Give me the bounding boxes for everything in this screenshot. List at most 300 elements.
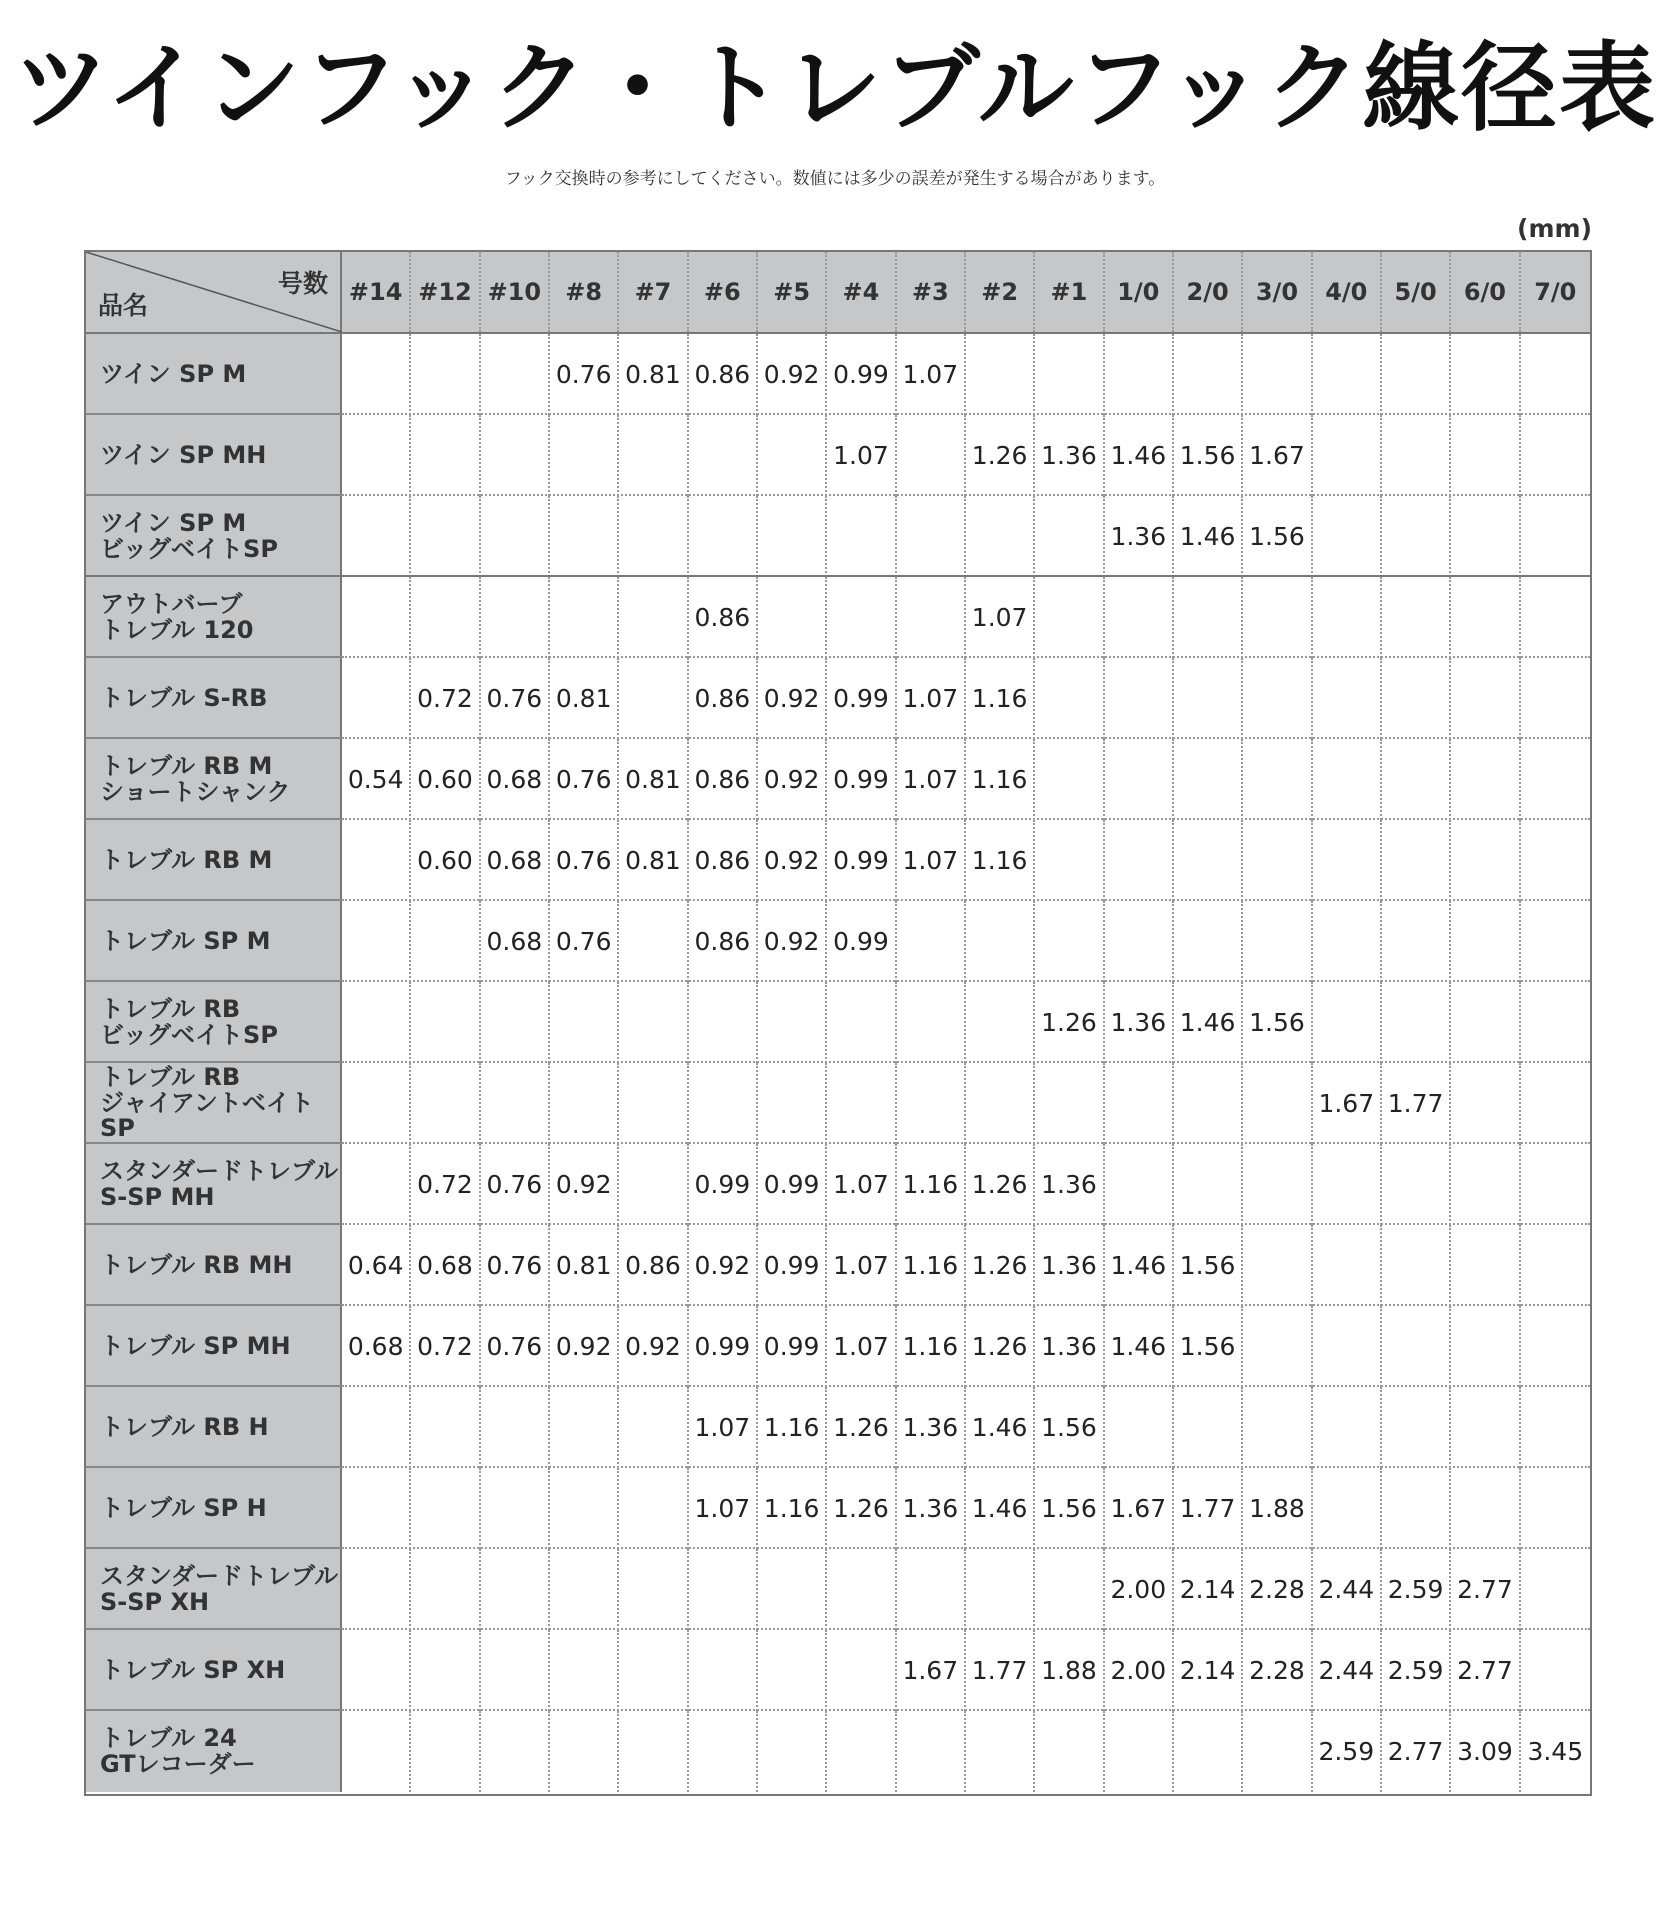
table-cell: 0.60: [411, 820, 480, 901]
table-cell: [619, 577, 688, 658]
table-cell: 0.86: [689, 334, 758, 415]
table-cell: [1382, 415, 1451, 496]
table-cell: [550, 577, 619, 658]
table-cell: [1382, 982, 1451, 1063]
column-header: #1: [1035, 252, 1104, 332]
product-name-text: スタンダードトレブル S-SP XH: [100, 1561, 339, 1616]
table-cell: [1243, 901, 1312, 982]
column-header: #4: [827, 252, 896, 332]
column-header: 5/0: [1382, 252, 1451, 332]
page-title: ツインフック・トレブルフック線径表: [13, 32, 1657, 144]
table-row: [86, 334, 1590, 415]
table-cell: [1174, 1711, 1243, 1792]
row-product-name: [86, 982, 342, 1063]
table-cell: [411, 1711, 480, 1792]
table-cell: [1035, 739, 1104, 820]
table-cell: [1243, 1387, 1312, 1468]
table-cell: 0.99: [827, 658, 896, 739]
table-cell: [1382, 1306, 1451, 1387]
table-cell: [1105, 1711, 1174, 1792]
table-cell: [1174, 901, 1243, 982]
table-cell: 2.14: [1174, 1549, 1243, 1630]
table-cell: 0.99: [758, 1225, 827, 1306]
table-cell: 0.92: [758, 658, 827, 739]
table-cell: 1.16: [966, 739, 1035, 820]
table-cell: 1.36: [1035, 1144, 1104, 1225]
table-cell: [758, 1549, 827, 1630]
table-cell: [1521, 1387, 1590, 1468]
table-cell: 1.77: [1382, 1063, 1451, 1144]
table-cell: [1382, 901, 1451, 982]
table-cell: 1.88: [1035, 1630, 1104, 1711]
table-cell: 1.16: [897, 1306, 966, 1387]
table-row: [86, 1225, 1590, 1306]
table-cell: 1.46: [1174, 496, 1243, 577]
table-cell: [619, 496, 688, 577]
table-cell: [1035, 901, 1104, 982]
table-cell: 0.81: [619, 739, 688, 820]
page-subtitle: フック交換時の参考にしてください。数値には多少の誤差が発生する場合があります。: [504, 169, 1166, 189]
table-cell: 1.26: [966, 1144, 1035, 1225]
table-cell: 0.54: [342, 739, 411, 820]
table-cell: [689, 1630, 758, 1711]
table-cell: 1.77: [1174, 1468, 1243, 1549]
table-cell: [411, 982, 480, 1063]
table-cell: [550, 1468, 619, 1549]
table-cell: [1451, 982, 1520, 1063]
table-cell: 1.56: [1174, 415, 1243, 496]
table-cell: [1451, 658, 1520, 739]
table-cell: [1451, 1468, 1520, 1549]
table-cell: 1.46: [1174, 982, 1243, 1063]
table-cell: 1.36: [897, 1468, 966, 1549]
table-cell: [1105, 658, 1174, 739]
product-name-text: トレブル SP H: [100, 1493, 267, 1522]
table-cell: [827, 1630, 896, 1711]
table-cell: [1313, 739, 1382, 820]
table-cell: [758, 415, 827, 496]
product-name-text: トレブル 24 GTレコーダー: [100, 1723, 256, 1778]
table-cell: 0.81: [550, 1225, 619, 1306]
table-cell: 0.76: [550, 901, 619, 982]
product-name-text: スタンダードトレブル S-SP MH: [100, 1156, 339, 1211]
table-row: [86, 901, 1590, 982]
table-cell: [1035, 496, 1104, 577]
table-cell: 1.77: [966, 1630, 1035, 1711]
table-cell: [689, 1549, 758, 1630]
table-cell: 2.28: [1243, 1549, 1312, 1630]
column-header: #6: [689, 252, 758, 332]
table-cell: [411, 334, 480, 415]
table-cell: 1.26: [827, 1387, 896, 1468]
table-cell: [1451, 1225, 1520, 1306]
table-row: [86, 658, 1590, 739]
table-cell: 1.67: [1243, 415, 1312, 496]
table-cell: [550, 1630, 619, 1711]
table-cell: 0.86: [689, 820, 758, 901]
row-product-name: [86, 1225, 342, 1306]
table-cell: 1.07: [689, 1387, 758, 1468]
table-cell: [897, 1711, 966, 1792]
table-cell: 0.76: [550, 739, 619, 820]
table-cell: 1.36: [1035, 415, 1104, 496]
table-cell: [1243, 1225, 1312, 1306]
table-cell: [1521, 1630, 1590, 1711]
table-cell: 1.36: [1035, 1225, 1104, 1306]
table-cell: [550, 1711, 619, 1792]
table-cell: 1.36: [897, 1387, 966, 1468]
table-cell: 1.16: [966, 820, 1035, 901]
column-header: #7: [619, 252, 688, 332]
row-product-name: [86, 1549, 342, 1630]
table-cell: 0.99: [689, 1144, 758, 1225]
table-cell: [342, 577, 411, 658]
table-cell: 0.86: [689, 901, 758, 982]
table-cell: 0.76: [481, 1306, 550, 1387]
table-cell: [827, 577, 896, 658]
table-cell: [1035, 1711, 1104, 1792]
table-cell: [342, 901, 411, 982]
table-cell: 1.56: [1174, 1306, 1243, 1387]
table-cell: [411, 1387, 480, 1468]
table-cell: 1.56: [1035, 1387, 1104, 1468]
table-cell: [1382, 1387, 1451, 1468]
table-cell: 0.99: [758, 1144, 827, 1225]
table-cell: [1035, 1063, 1104, 1144]
table-cell: [758, 982, 827, 1063]
table-cell: [1451, 496, 1520, 577]
table-cell: 0.81: [619, 334, 688, 415]
table-cell: [411, 1468, 480, 1549]
table-cell: 0.72: [411, 1144, 480, 1225]
table-cell: [481, 496, 550, 577]
table-cell: [481, 415, 550, 496]
table-cell: [966, 334, 1035, 415]
table-cell: [1174, 739, 1243, 820]
table-cell: 0.86: [689, 739, 758, 820]
table-cell: 2.28: [1243, 1630, 1312, 1711]
table-cell: [1035, 1549, 1104, 1630]
wire-diameter-table: [84, 250, 1592, 1796]
table-row: [86, 1630, 1590, 1711]
table-cell: [1451, 1387, 1520, 1468]
table-cell: [550, 1387, 619, 1468]
table-cell: [827, 1063, 896, 1144]
table-cell: [1243, 739, 1312, 820]
table-cell: 0.92: [758, 901, 827, 982]
table-cell: 2.77: [1382, 1711, 1451, 1792]
column-header: 1/0: [1105, 252, 1174, 332]
table-cell: [411, 901, 480, 982]
table-cell: [897, 1063, 966, 1144]
table-cell: [758, 1630, 827, 1711]
table-cell: [619, 1387, 688, 1468]
table-cell: [897, 982, 966, 1063]
table-cell: [619, 1711, 688, 1792]
table-cell: [827, 982, 896, 1063]
table-cell: [1382, 820, 1451, 901]
table-cell: 1.07: [897, 658, 966, 739]
table-cell: [1174, 1063, 1243, 1144]
table-cell: [966, 982, 1035, 1063]
product-name-text: トレブル SP XH: [100, 1655, 286, 1684]
table-cell: 0.76: [550, 820, 619, 901]
table-cell: 0.76: [550, 334, 619, 415]
table-cell: 1.67: [1313, 1063, 1382, 1144]
table-cell: [827, 1711, 896, 1792]
table-cell: 0.99: [689, 1306, 758, 1387]
table-cell: [897, 415, 966, 496]
table-cell: [550, 1549, 619, 1630]
table-cell: [1105, 1144, 1174, 1225]
product-name-text: トレブル RB M: [100, 845, 273, 874]
table-row: [86, 982, 1590, 1063]
table-cell: [481, 1387, 550, 1468]
table-row: [86, 1711, 1590, 1792]
table-cell: [1174, 577, 1243, 658]
table-cell: [1243, 658, 1312, 739]
table-cell: 1.16: [897, 1144, 966, 1225]
table-cell: 1.46: [966, 1468, 1035, 1549]
table-cell: [1521, 334, 1590, 415]
table-cell: [342, 1387, 411, 1468]
table-cell: 1.16: [758, 1387, 827, 1468]
table-cell: [619, 1144, 688, 1225]
table-cell: [1174, 1387, 1243, 1468]
table-cell: [1382, 1468, 1451, 1549]
corner-label-product: 品名: [98, 291, 149, 320]
row-product-name: [86, 739, 342, 820]
product-name-text: トレブル SP M: [100, 926, 271, 955]
table-row: [86, 415, 1590, 496]
table-cell: 0.68: [411, 1225, 480, 1306]
product-name-text: ツイン SP M ビッグベイトSP: [100, 508, 278, 563]
table-cell: 1.07: [827, 1144, 896, 1225]
table-cell: 0.99: [827, 820, 896, 901]
row-product-name: [86, 577, 342, 658]
row-product-name: [86, 820, 342, 901]
table-cell: [689, 1711, 758, 1792]
table-cell: 1.56: [1243, 496, 1312, 577]
table-row: [86, 1306, 1590, 1387]
table-cell: 0.92: [758, 334, 827, 415]
table-cell: 0.99: [758, 1306, 827, 1387]
table-cell: 0.72: [411, 1306, 480, 1387]
table-cell: [481, 1711, 550, 1792]
table-cell: [966, 901, 1035, 982]
table-cell: 0.92: [689, 1225, 758, 1306]
row-product-name: [86, 658, 342, 739]
table-cell: 1.36: [1105, 496, 1174, 577]
table-cell: [1451, 739, 1520, 820]
column-header: #8: [550, 252, 619, 332]
table-cell: 1.67: [1105, 1468, 1174, 1549]
product-name-text: トレブル RB M ショートシャンク: [100, 751, 291, 806]
row-product-name: [86, 1387, 342, 1468]
header-corner-cell: [86, 252, 342, 332]
table-cell: [1105, 334, 1174, 415]
table-cell: [481, 334, 550, 415]
table-cell: [481, 577, 550, 658]
table-row: [86, 1549, 1590, 1630]
table-cell: [1105, 1063, 1174, 1144]
table-cell: [1105, 739, 1174, 820]
column-header: #10: [481, 252, 550, 332]
table-cell: [342, 1144, 411, 1225]
table-cell: [1521, 820, 1590, 901]
table-cell: 2.59: [1382, 1630, 1451, 1711]
table-cell: [411, 1630, 480, 1711]
table-cell: [1521, 496, 1590, 577]
table-cell: 1.07: [827, 415, 896, 496]
table-cell: 0.68: [481, 901, 550, 982]
table-cell: [689, 415, 758, 496]
table-cell: 0.81: [550, 658, 619, 739]
table-row: [86, 1144, 1590, 1225]
row-product-name: [86, 1306, 342, 1387]
table-cell: [1105, 577, 1174, 658]
table-cell: 0.92: [758, 739, 827, 820]
table-cell: [897, 496, 966, 577]
table-cell: [966, 1063, 1035, 1144]
table-cell: [550, 1063, 619, 1144]
table-cell: 1.36: [1105, 982, 1174, 1063]
table-cell: [1313, 1144, 1382, 1225]
table-cell: [758, 577, 827, 658]
table-cell: 0.60: [411, 739, 480, 820]
table-cell: [342, 415, 411, 496]
table-cell: [1105, 1387, 1174, 1468]
table-cell: [1521, 658, 1590, 739]
table-row: [86, 1387, 1590, 1468]
table-cell: 2.44: [1313, 1549, 1382, 1630]
table-cell: [411, 496, 480, 577]
table-cell: [1382, 577, 1451, 658]
table-cell: 0.76: [481, 1225, 550, 1306]
table-cell: 0.86: [619, 1225, 688, 1306]
table-cell: [966, 496, 1035, 577]
table-cell: 1.46: [1105, 1306, 1174, 1387]
table-cell: [1313, 1225, 1382, 1306]
table-cell: [897, 901, 966, 982]
table-cell: [550, 415, 619, 496]
table-cell: [1313, 1306, 1382, 1387]
table-cell: 0.68: [481, 739, 550, 820]
table-cell: [1451, 820, 1520, 901]
table-row: [86, 496, 1590, 577]
table-cell: [342, 1549, 411, 1630]
table-cell: [481, 1468, 550, 1549]
table-cell: 0.99: [827, 739, 896, 820]
table-cell: [1313, 496, 1382, 577]
table-cell: [1243, 577, 1312, 658]
table-cell: 2.00: [1105, 1549, 1174, 1630]
table-cell: [619, 1549, 688, 1630]
table-cell: [966, 1549, 1035, 1630]
table-cell: 0.68: [342, 1306, 411, 1387]
table-cell: 1.26: [966, 1306, 1035, 1387]
product-name-text: アウトバーブ トレブル 120: [100, 589, 254, 644]
table-cell: [481, 1549, 550, 1630]
table-cell: 0.76: [481, 1144, 550, 1225]
table-cell: 0.64: [342, 1225, 411, 1306]
table-cell: 1.67: [897, 1630, 966, 1711]
row-product-name: [86, 415, 342, 496]
table-cell: 2.00: [1105, 1630, 1174, 1711]
product-name-text: トレブル RB H: [100, 1412, 269, 1441]
column-header: 2/0: [1174, 252, 1243, 332]
row-product-name: [86, 496, 342, 577]
table-cell: [1451, 1306, 1520, 1387]
corner-label-size: 号数: [277, 269, 328, 298]
table-cell: [619, 982, 688, 1063]
table-cell: 0.99: [827, 334, 896, 415]
column-header: 7/0: [1534, 278, 1577, 306]
table-cell: [342, 1630, 411, 1711]
table-cell: [1521, 739, 1590, 820]
table-cell: [1382, 334, 1451, 415]
table-cell: 0.92: [550, 1144, 619, 1225]
table-cell: [758, 1063, 827, 1144]
table-cell: [689, 982, 758, 1063]
table-cell: [1243, 1711, 1312, 1792]
table-cell: 2.77: [1451, 1549, 1520, 1630]
table-cell: [342, 496, 411, 577]
table-cell: 0.76: [481, 658, 550, 739]
table-cell: 1.26: [966, 1225, 1035, 1306]
table-cell: [1521, 1468, 1590, 1549]
table-cell: [1243, 1306, 1312, 1387]
table-cell: [411, 577, 480, 658]
table-cell: [1105, 820, 1174, 901]
table-cell: [1243, 1063, 1312, 1144]
table-cell: 0.92: [758, 820, 827, 901]
product-name-text: トレブル RB ビッグベイトSP: [100, 994, 278, 1049]
table-cell: [1521, 982, 1590, 1063]
table-cell: [342, 1711, 411, 1792]
table-cell: 1.56: [1243, 982, 1312, 1063]
table-cell: [1382, 739, 1451, 820]
table-cell: [1174, 658, 1243, 739]
table-row: [86, 577, 1590, 658]
column-header: #3: [897, 252, 966, 332]
table-cell: 0.68: [481, 820, 550, 901]
product-name-text: トレブル SP MH: [100, 1331, 291, 1360]
table-cell: 0.92: [619, 1306, 688, 1387]
table-cell: [481, 1630, 550, 1711]
table-cell: 1.16: [758, 1468, 827, 1549]
product-name-text: トレブル S-RB: [100, 683, 268, 712]
table-cell: [966, 1711, 1035, 1792]
table-cell: 1.56: [1174, 1225, 1243, 1306]
table-cell: [1382, 496, 1451, 577]
table-cell: [1313, 658, 1382, 739]
table-cell: [1521, 415, 1590, 496]
table-cell: 0.81: [619, 820, 688, 901]
table-cell: 1.46: [966, 1387, 1035, 1468]
table-cell: 1.26: [1035, 982, 1104, 1063]
table-cell: 1.26: [827, 1468, 896, 1549]
column-header: #12: [411, 252, 480, 332]
table-cell: [1451, 415, 1520, 496]
column-header: #14: [342, 252, 411, 332]
table-row: [86, 739, 1590, 820]
table-cell: 2.59: [1313, 1711, 1382, 1792]
table-cell: [1521, 1144, 1590, 1225]
table-cell: 0.99: [827, 901, 896, 982]
table-cell: 1.16: [897, 1225, 966, 1306]
table-cell: [1035, 334, 1104, 415]
